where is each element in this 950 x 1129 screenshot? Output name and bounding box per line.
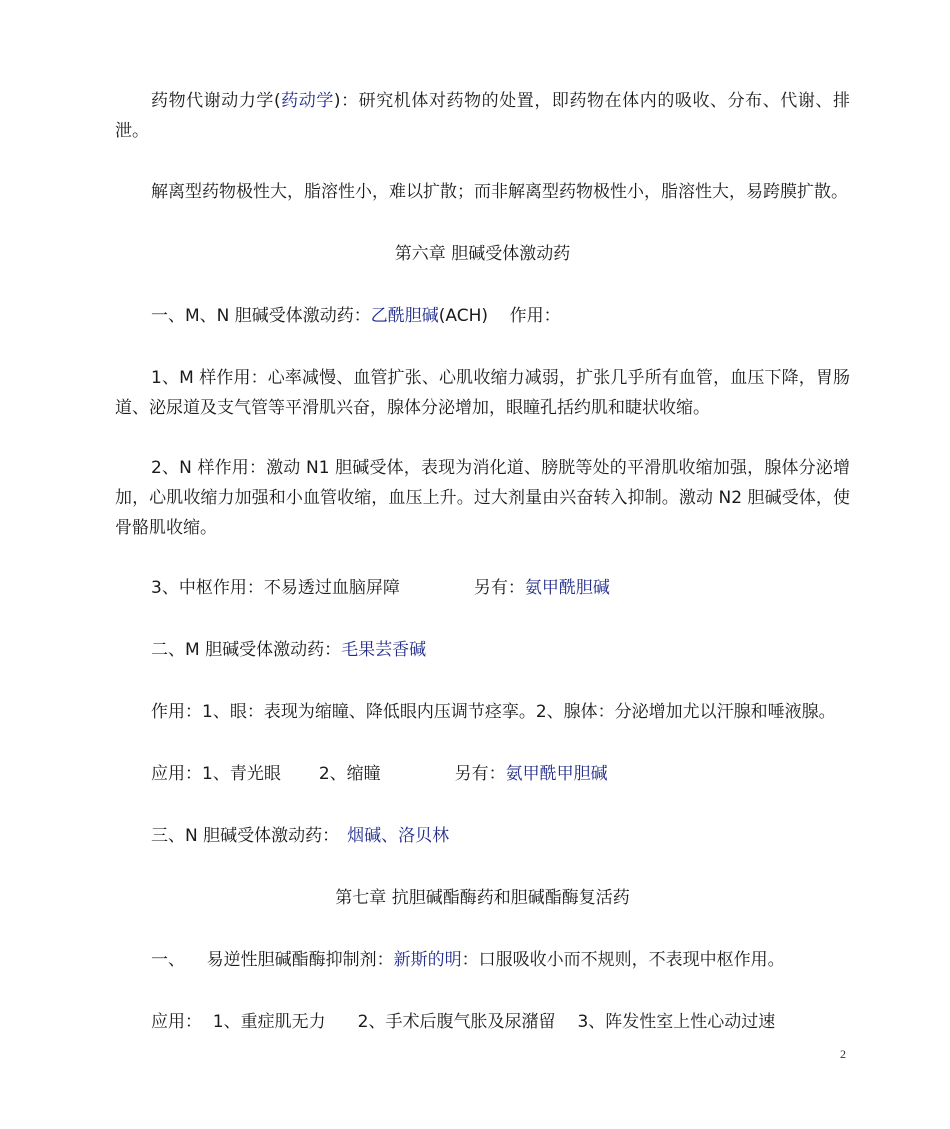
highlight-term: 氨甲酰甲胆碱 xyxy=(505,764,608,784)
text: ：口服吸收小而不规则，不表现中枢作用。 xyxy=(461,950,785,970)
paragraph-ionization: 解离型药物极性大，脂溶性小，难以扩散；而非解离型药物极性小，脂溶性大，易跨膜扩散。 xyxy=(151,182,848,202)
paragraph-neostigmine-application xyxy=(151,1007,851,1037)
chapter-7-heading: 第七章 抗胆碱酯酶药和胆碱酯酶复活药 xyxy=(335,888,630,908)
text: (ACH) 作用： xyxy=(438,306,561,326)
paragraph-m-effect: 1、M 样作用：心率减慢、血管扩张、心肌收缩力减弱，扩张几乎所有血管，血压下降，胃肠道、泌尿道及支气管等平滑肌兴奋，腺体分泌增加，眼瞳孔括约肌和睫状收缩。 xyxy=(115,368,850,418)
text: 应用： 1、重症肌无力 xyxy=(151,1012,326,1032)
paragraph-neostigmine xyxy=(151,945,851,975)
text: 药物代谢动力学( xyxy=(151,91,281,111)
highlight-term: 药动学 xyxy=(280,91,334,111)
text: 另有： xyxy=(473,578,525,598)
text: 二、M 胆碱受体激动药： xyxy=(151,640,342,660)
chapter-6-heading: 第六章 胆碱受体激动药 xyxy=(394,244,571,264)
text: 3、中枢作用：不易透过血脑屏障 xyxy=(151,578,400,598)
text: 另有： xyxy=(454,764,506,784)
paragraph-pharmacokinetics xyxy=(115,86,850,146)
highlight-term: 毛果芸香碱 xyxy=(341,640,427,660)
text: 2、缩瞳 xyxy=(318,764,381,784)
highlight-term: 乙酰胆碱 xyxy=(370,306,439,326)
text: 3、阵发性室上性心动过速 xyxy=(577,1012,776,1032)
paragraph-central-effect xyxy=(151,573,851,603)
highlight-term: 新斯的明 xyxy=(393,950,462,970)
page-number: 2 xyxy=(840,1047,846,1061)
text: 三、N 胆碱受体激动药： xyxy=(151,826,340,846)
text: 一、M、N 胆碱受体激动药： xyxy=(151,306,371,326)
paragraph-mn-agonist xyxy=(151,301,851,331)
text: 一、 易逆性胆碱酯酶抑制剂： xyxy=(151,950,394,970)
text: 2、手术后腹气胀及尿潴留 xyxy=(357,1012,556,1032)
highlight-term: 氨甲酰胆碱 xyxy=(524,578,610,598)
paragraph-m-agonist-effect: 作用：1、眼：表现为缩瞳、降低眼内压调节痉挛。2、腺体：分泌增加尤以汗腺和唾液腺。 xyxy=(151,702,836,722)
text: )：研究机体对药物的处置，即药物在体内的吸收、分布、代谢、排泄。 xyxy=(115,91,850,141)
paragraph-n-effect: 2、N 样作用：激动 N1 胆碱受体，表现为消化道、膀胱等处的平滑肌收缩加强，腺体分泌增加，心肌收缩力加强和小血管收缩，血压上升。过大剂量由兴奋转入抑制。激动 N2 胆碱受体，使骨骼肌收缩。 xyxy=(115,458,850,538)
highlight-term: 烟碱、洛贝林 xyxy=(347,826,450,846)
text: 应用：1、青光眼 xyxy=(151,764,281,784)
paragraph-application xyxy=(151,759,851,789)
paragraph-n-agonist xyxy=(151,821,851,851)
paragraph-m-agonist xyxy=(151,635,851,665)
